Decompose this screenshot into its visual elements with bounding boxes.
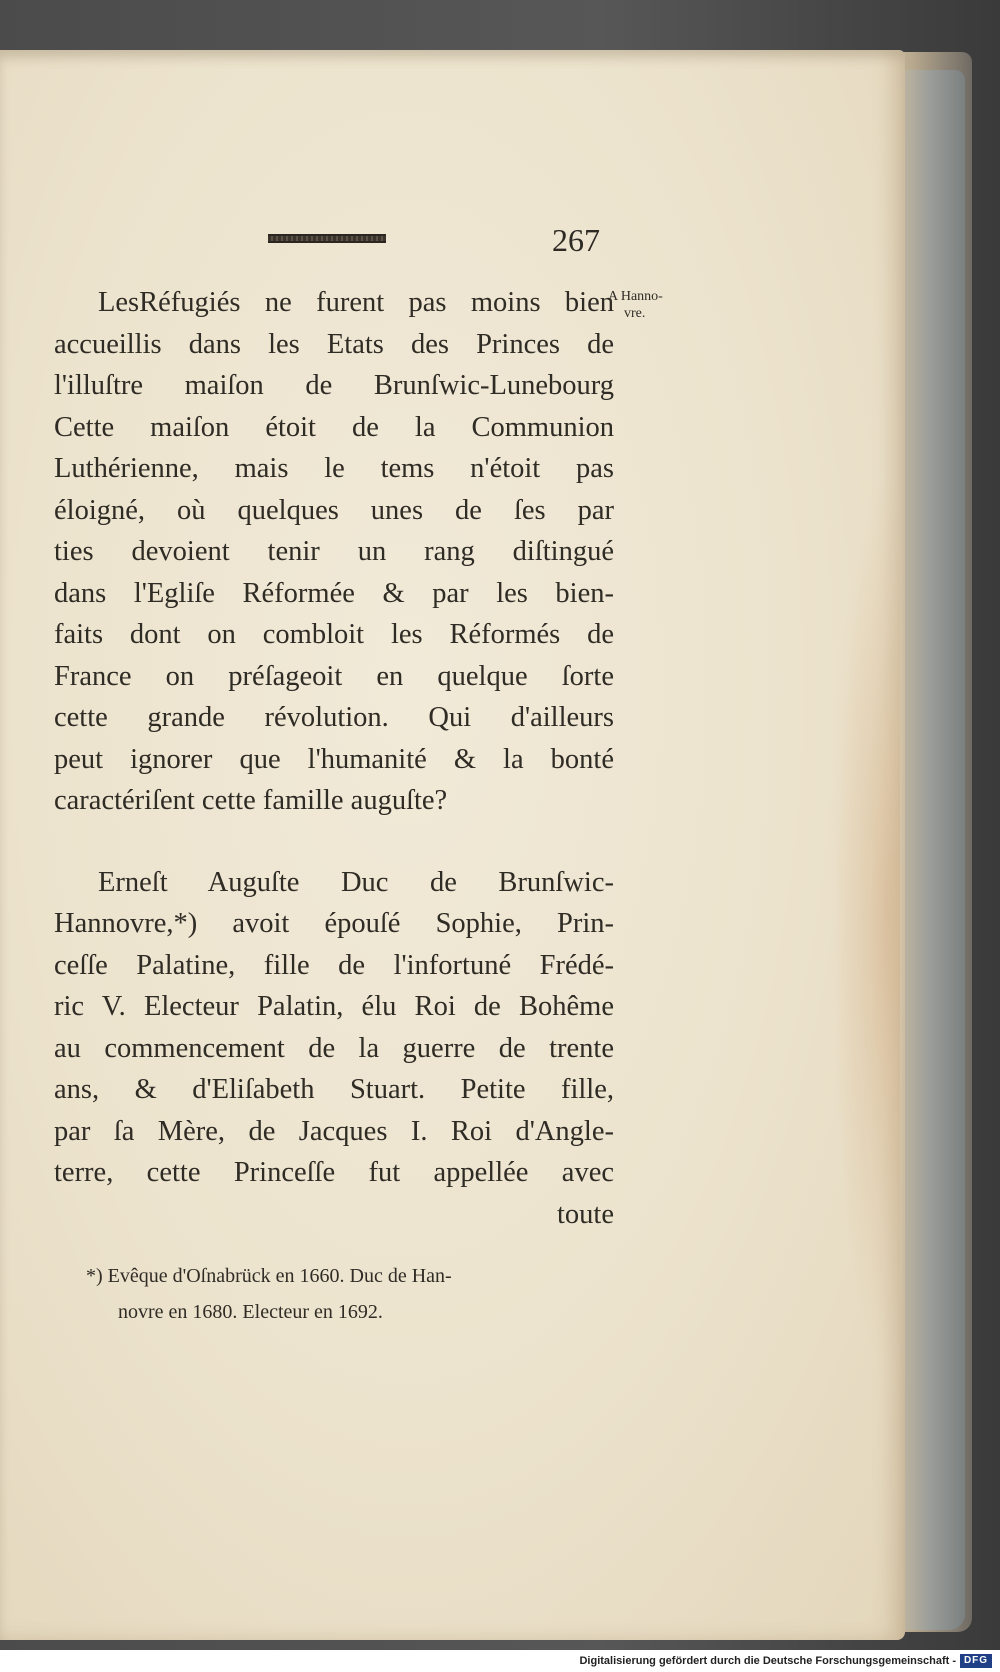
dfg-logo: DFG (960, 1654, 992, 1668)
text-line: peut ignorer que l'humanité & la bonté (54, 743, 614, 775)
text-line: cette grande révolution. Qui d'ailleurs (54, 702, 614, 733)
text-line: Hannovre,*) avoit épouſé Sophie, Prin- (54, 908, 614, 939)
text-line: ans, & d'Eliſabeth Stuart. Petite fille, (54, 1074, 614, 1105)
body-text (54, 282, 614, 1235)
catchword: toute (557, 1198, 614, 1230)
text-line: Cette maiſon étoit de la Communion (54, 411, 614, 443)
margin-note (608, 288, 663, 322)
text-line: terre, cette Princeſſe fut appellée avec (54, 1157, 614, 1188)
text-line: Erneſt Auguſte Duc de Brunſwic- (98, 866, 614, 898)
text-line: accueillis dans les Etats des Princes de (54, 328, 614, 360)
text-line: éloigné, où quelques unes de ſes par (54, 494, 614, 526)
digitization-credit: Digitalisierung gefördert durch die Deutsche Forschungsgemeinschaft - (579, 1655, 956, 1667)
header-ornament-rule (268, 234, 386, 243)
text-line: France on préſageoit en quelque ſorte (54, 660, 614, 692)
page-stain (830, 470, 900, 1370)
book-cover-edge (905, 70, 965, 1630)
text-line: au commencement de la guerre de trente (54, 1032, 614, 1064)
margin-note-line: vre. (624, 306, 646, 321)
paragraph-1 (54, 282, 614, 822)
text-line: LesRéfugiés ne furent pas moins bien (98, 287, 614, 318)
text-line: par ſa Mère, de Jacques I. Roi d'Angle- (54, 1115, 614, 1147)
text-line: ric V. Electeur Palatin, élu Roi de Bohême (54, 991, 614, 1022)
page-number: 267 (552, 222, 600, 258)
text-line: Luthérienne, mais le tems n'étoit pas (54, 453, 614, 484)
footnote-line: novre en 1680. Electeur en 1692. (118, 1301, 383, 1323)
text-line: ties devoient tenir un rang diſtingué (54, 536, 614, 567)
footnote-line: *) Evêque d'Oſnabrück en 1660. Duc de Han- (86, 1265, 452, 1287)
text-line: ceſſe Palatine, fille de l'infortuné Frédé- (54, 949, 614, 981)
text-line: caractériſent cette famille auguſte? (54, 785, 448, 816)
paragraph-2 (54, 862, 614, 1236)
margin-note-line: A Hanno- (608, 289, 663, 304)
footnote (86, 1258, 614, 1330)
text-line: faits dont on combloit les Réformés de (54, 619, 614, 650)
text-line: dans l'Egliſe Réformée & par les bien- (54, 577, 614, 609)
text-line: l'illuſtre maiſon de Brunſwic-Lunebourg (54, 370, 614, 401)
